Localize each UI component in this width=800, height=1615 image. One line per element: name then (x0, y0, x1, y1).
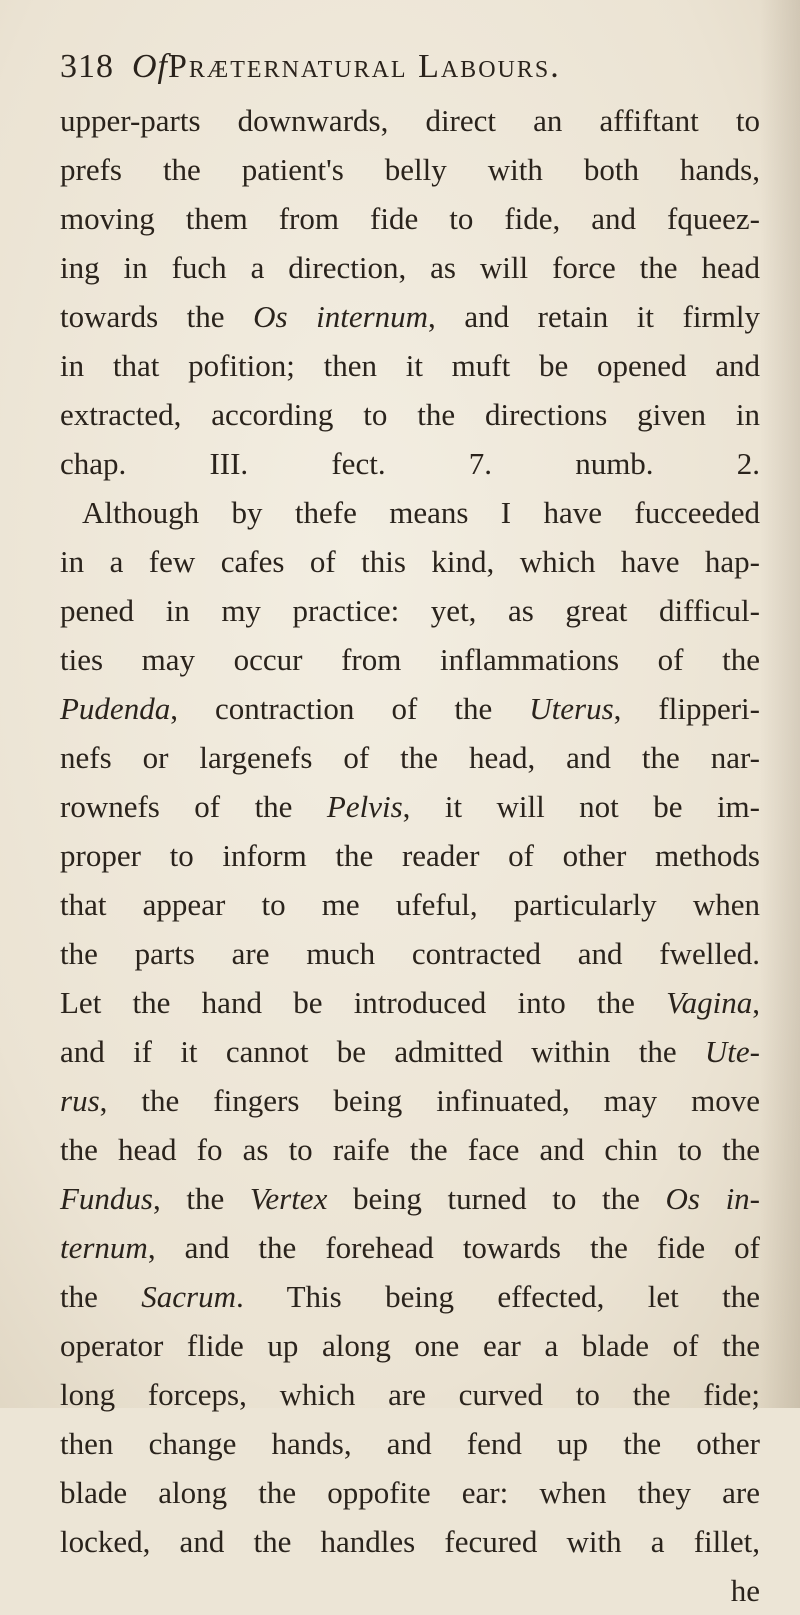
text-line (60, 341, 760, 390)
text-run: prefs the patient's belly with both hands, (60, 152, 760, 187)
text-line (60, 1027, 760, 1076)
text-line (60, 1174, 760, 1223)
text-line (60, 733, 760, 782)
text-line (60, 782, 760, 831)
text-run: , flipperi- (613, 691, 760, 726)
italic-term: Os internum (253, 299, 429, 334)
text-line (60, 1419, 760, 1468)
text-run: long forceps, which are curved to the fide; (60, 1377, 760, 1412)
text-run: , and retain it firmly (428, 299, 760, 334)
body-text (60, 96, 760, 1615)
text-run: the head fo as to raife the face and chin to the (60, 1132, 760, 1167)
text-line (60, 537, 760, 586)
text-run: ing in fuch a direction, as will force the head (60, 250, 760, 285)
text-run: then change hands, and fend up the other (60, 1426, 760, 1461)
text-run: nefs or largenefs of the head, and the nar- (60, 740, 760, 775)
italic-term: Ute- (704, 1034, 760, 1069)
italic-term: Pudenda (60, 691, 171, 726)
text-line (60, 635, 760, 684)
text-run: , contraction of the (170, 691, 530, 726)
italic-term: Os in- (665, 1181, 761, 1216)
text-line (60, 1223, 760, 1272)
text-line (60, 1272, 760, 1321)
text-run: upper-parts downwards, direct an affiftant to (60, 103, 760, 138)
italic-term: Sacrum (141, 1279, 236, 1314)
text-run: extracted, according to the directions given in (60, 397, 760, 432)
text-run: the parts are much contracted and fwelled. (60, 936, 760, 971)
text-run: towards the (60, 299, 254, 334)
italic-term: Vagina (666, 985, 753, 1020)
text-run: , it will not be im- (402, 789, 760, 824)
text-run: Although by thefe means I have fucceeded (82, 495, 760, 530)
italic-term: Uterus (529, 691, 614, 726)
text-line (60, 880, 760, 929)
italic-term: Vertex (249, 1181, 328, 1216)
text-run: , the fingers being infinuated, may move (99, 1083, 760, 1118)
text-run: in that pofition; then it muft be opened and (60, 348, 760, 383)
page-edge-shadow (760, 0, 800, 1408)
text-run: ties may occur from inflammations of the (60, 642, 760, 677)
text-line (60, 586, 760, 635)
text-run: and if it cannot be admitted within the (60, 1034, 705, 1069)
text-line (60, 684, 760, 733)
text-line (60, 439, 760, 488)
text-line (60, 292, 760, 341)
text-line (60, 1566, 760, 1615)
text-line (60, 1370, 760, 1419)
text-run: chap. III. fect. 7. numb. 2. (60, 446, 760, 481)
text-run: the (60, 1279, 142, 1314)
text-run: , the (153, 1181, 250, 1216)
text-line (60, 1076, 760, 1125)
italic-term: Fundus (60, 1181, 153, 1216)
text-line (60, 1125, 760, 1174)
text-line (60, 1468, 760, 1517)
text-run: Let the hand be introduced into the (60, 985, 667, 1020)
italic-term: rus (60, 1083, 100, 1118)
text-line (60, 145, 760, 194)
text-line (60, 978, 760, 1027)
text-line (60, 194, 760, 243)
text-run: . This being effected, let the (236, 1279, 760, 1314)
text-line (60, 390, 760, 439)
italic-term: Pelvis (326, 789, 403, 824)
text-run: proper to inform the reader of other methods (60, 838, 760, 873)
text-line (60, 929, 760, 978)
text-run: moving them from fide to fide, and fqueez- (60, 201, 760, 236)
text-run: that appear to me ufeful, particularly when (60, 887, 760, 922)
italic-term: ternum (60, 1230, 148, 1265)
running-header (60, 48, 760, 92)
header-title: Præternatural Labours. (168, 48, 561, 85)
text-run: he (730, 1573, 760, 1608)
text-run: in a few cafes of this kind, which have hap- (60, 544, 760, 579)
text-run: pened in my practice: yet, as great difficul- (60, 593, 760, 628)
text-run: rownefs of the (60, 789, 327, 824)
text-run: operator flide up along one ear a blade of the (60, 1328, 760, 1363)
header-of: Of (132, 48, 168, 85)
text-run: being turned to the (327, 1181, 666, 1216)
text-line (60, 831, 760, 880)
text-run: blade along the oppofite ear: when they are (60, 1475, 760, 1510)
text-run: locked, and the handles fecured with a fillet, (60, 1524, 760, 1559)
text-run: , and the forehead towards the fide of (147, 1230, 760, 1265)
text-run: , (752, 985, 760, 1020)
text-line (60, 96, 760, 145)
text-line (60, 1517, 760, 1566)
text-line (60, 488, 760, 537)
text-line (60, 243, 760, 292)
page-number: 318 (60, 48, 114, 85)
text-line (60, 1321, 760, 1370)
